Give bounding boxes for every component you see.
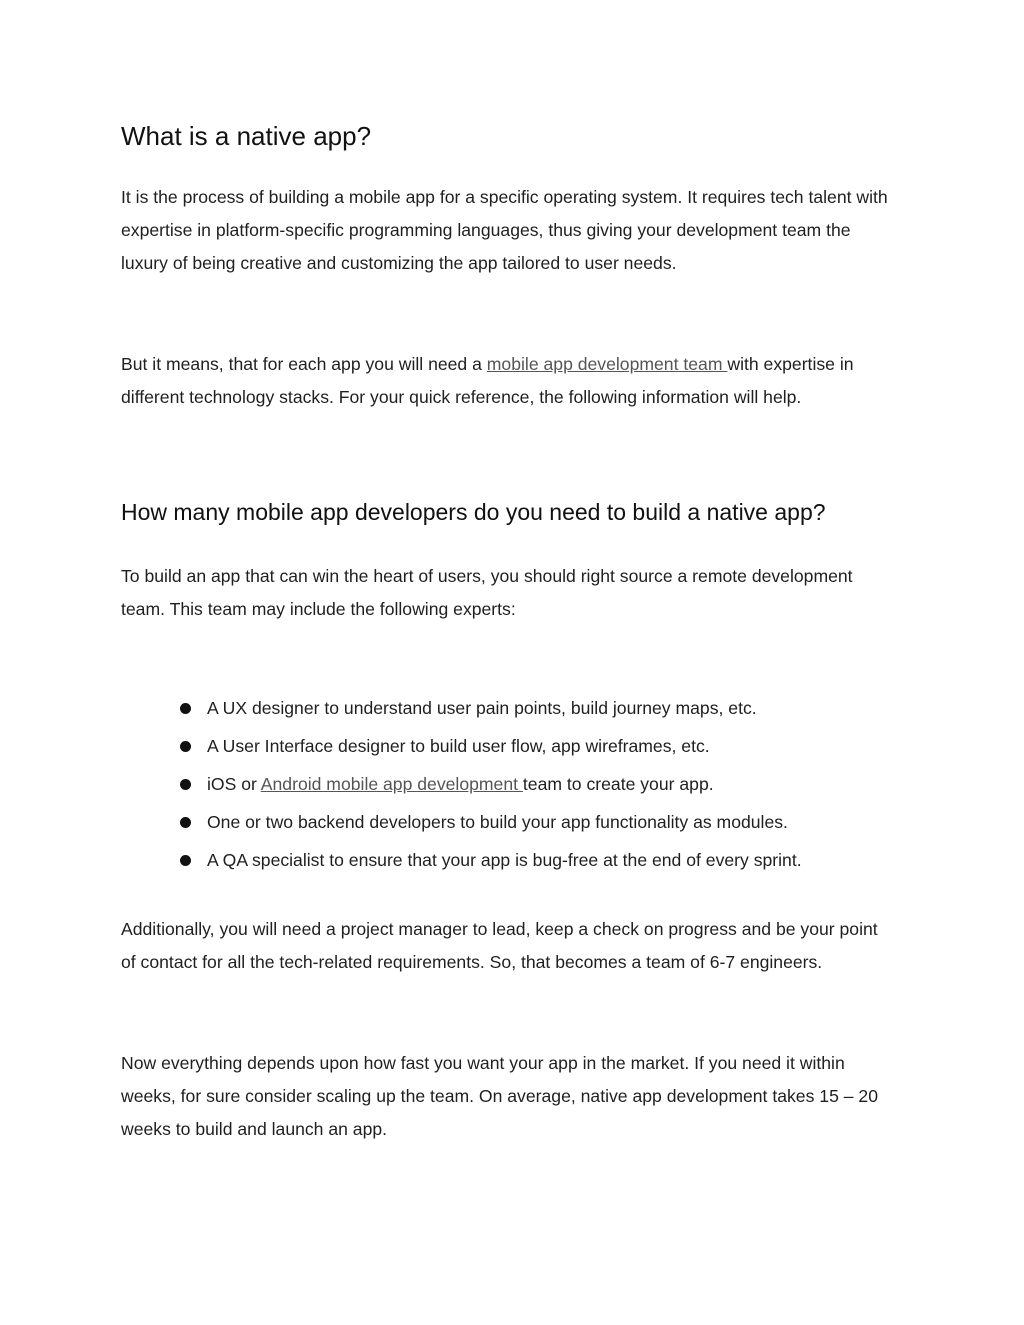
list-item [180, 844, 802, 882]
list-item-text: A QA specialist to ensure that your app is bug-free at the end of every sprint. [207, 850, 802, 870]
list-item-text: A User Interface designer to build user flow, app wireframes, etc. [207, 736, 710, 756]
list-item [180, 768, 802, 806]
paragraph-team-intro: To build an app that can win the heart of users, you should right source a remote development team. This team may include the following experts: [121, 566, 853, 619]
list-item [180, 730, 802, 768]
list-item-text: One or two backend developers to build your app functionality as modules. [207, 812, 788, 832]
link-android-mobile-app-development[interactable]: Android mobile app development [260, 774, 523, 794]
bullet-icon [180, 779, 191, 790]
paragraph-team-need [121, 348, 896, 414]
bullet-icon [180, 703, 191, 714]
paragraph-text: with expertise in different technology stacks. For your quick reference, the following information will help. [121, 354, 854, 407]
bullet-icon [180, 741, 191, 752]
list-item-text: team to create your app. [522, 774, 714, 794]
heading-how-many-developers: How many mobile app developers do you need to build a native app? [121, 499, 826, 525]
paragraph-text: But it means, that for each app you will need a [121, 354, 487, 374]
list-item [180, 806, 802, 844]
paragraph-native-definition: It is the process of building a mobile app for a specific operating system. It requires tech talent with expertise in platform-specific programming languages, thus giving your development team the luxury of being creative and customizing the app tailored to user needs. [121, 187, 888, 273]
list-item-text: A UX designer to understand user pain points, build journey maps, etc. [207, 698, 757, 718]
bullet-icon [180, 817, 191, 828]
list-item-text: iOS or [207, 774, 261, 794]
paragraph-project-manager: Additionally, you will need a project manager to lead, keep a check on progress and be your point of contact for all the tech-related requirements. So, that becomes a team of 6-7 engineers. [121, 919, 878, 972]
heading-native-app: What is a native app? [121, 121, 372, 151]
experts-list [180, 692, 802, 882]
link-mobile-app-development-team[interactable]: mobile app development team [486, 354, 728, 374]
list-item [180, 692, 802, 730]
bullet-icon [180, 855, 191, 866]
paragraph-timeline: Now everything depends upon how fast you want your app in the market. If you need it within weeks, for sure consider scaling up the team. On average, native app development takes 15 – 20 weeks to build and launch an app. [121, 1053, 878, 1139]
